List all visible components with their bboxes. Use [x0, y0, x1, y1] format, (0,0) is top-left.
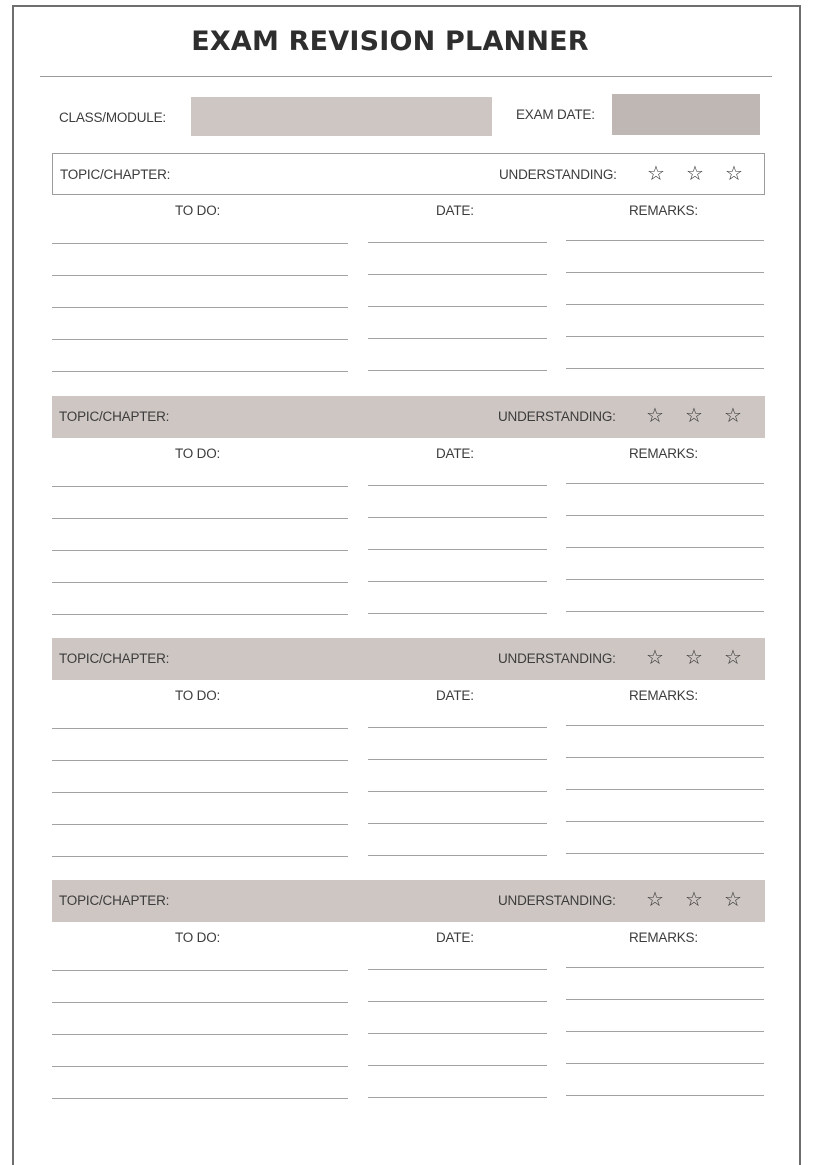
- remarks-entry-line[interactable]: [566, 1095, 764, 1096]
- date-entry-line[interactable]: [368, 727, 547, 728]
- star-outline-icon[interactable]: ☆: [685, 889, 703, 911]
- todo-entry-line[interactable]: [52, 1098, 348, 1099]
- remarks-entry-line[interactable]: [566, 757, 764, 758]
- todo-entry-line[interactable]: [52, 518, 348, 519]
- todo-entry-line[interactable]: [52, 760, 348, 761]
- date-entry-line[interactable]: [368, 242, 547, 243]
- date-column-header: DATE:: [436, 688, 474, 703]
- date-entry-line[interactable]: [368, 1001, 547, 1002]
- class-module-label: CLASS/MODULE:: [59, 110, 166, 125]
- date-entry-line[interactable]: [368, 855, 547, 856]
- date-entry-line[interactable]: [368, 549, 547, 550]
- todo-column-header: TO DO:: [175, 688, 221, 703]
- remarks-entry-line[interactable]: [566, 336, 764, 337]
- topic-bar[interactable]: [52, 638, 765, 680]
- remarks-entry-line[interactable]: [566, 368, 764, 369]
- revision-section-3: [0, 638, 813, 880]
- understanding-label: UNDERSTANDING:: [498, 893, 616, 908]
- star-outline-icon[interactable]: ☆: [686, 163, 704, 185]
- date-entry-line[interactable]: [368, 1097, 547, 1098]
- understanding-rating[interactable]: [646, 887, 763, 912]
- date-entry-line[interactable]: [368, 274, 547, 275]
- remarks-entry-line[interactable]: [566, 240, 764, 241]
- date-entry-line[interactable]: [368, 759, 547, 760]
- star-outline-icon[interactable]: ☆: [646, 889, 664, 911]
- remarks-entry-line[interactable]: [566, 304, 764, 305]
- todo-entry-line[interactable]: [52, 371, 348, 372]
- todo-entry-line[interactable]: [52, 824, 348, 825]
- remarks-entry-line[interactable]: [566, 1063, 764, 1064]
- todo-entry-line[interactable]: [52, 856, 348, 857]
- star-outline-icon[interactable]: ☆: [646, 405, 664, 427]
- todo-entry-line[interactable]: [52, 728, 348, 729]
- date-entry-line[interactable]: [368, 823, 547, 824]
- topic-bar[interactable]: [52, 153, 765, 195]
- date-entry-line[interactable]: [368, 370, 547, 371]
- todo-entry-line[interactable]: [52, 307, 348, 308]
- topic-bar[interactable]: [52, 880, 765, 922]
- date-column-header: DATE:: [436, 446, 474, 461]
- todo-entry-line[interactable]: [52, 1002, 348, 1003]
- remarks-column-header: REMARKS:: [629, 203, 698, 218]
- revision-section-1: [0, 153, 813, 395]
- todo-entry-line[interactable]: [52, 243, 348, 244]
- todo-entry-line[interactable]: [52, 614, 348, 615]
- understanding-rating[interactable]: [647, 161, 764, 186]
- star-outline-icon[interactable]: ☆: [724, 889, 742, 911]
- topic-chapter-label: TOPIC/CHAPTER:: [60, 167, 171, 182]
- star-outline-icon[interactable]: ☆: [647, 163, 665, 185]
- star-outline-icon[interactable]: ☆: [725, 163, 743, 185]
- understanding-rating[interactable]: [646, 645, 763, 670]
- remarks-entry-line[interactable]: [566, 515, 764, 516]
- todo-entry-line[interactable]: [52, 275, 348, 276]
- class-module-field[interactable]: [191, 97, 492, 136]
- date-column-header: DATE:: [436, 203, 474, 218]
- remarks-column-header: REMARKS:: [629, 930, 698, 945]
- remarks-column-header: REMARKS:: [629, 446, 698, 461]
- todo-entry-line[interactable]: [52, 1034, 348, 1035]
- date-entry-line[interactable]: [368, 969, 547, 970]
- date-entry-line[interactable]: [368, 306, 547, 307]
- remarks-column-header: REMARKS:: [629, 688, 698, 703]
- date-entry-line[interactable]: [368, 581, 547, 582]
- date-entry-line[interactable]: [368, 791, 547, 792]
- todo-entry-line[interactable]: [52, 486, 348, 487]
- remarks-entry-line[interactable]: [566, 967, 764, 968]
- remarks-entry-line[interactable]: [566, 1031, 764, 1032]
- topic-chapter-label: TOPIC/CHAPTER:: [59, 893, 170, 908]
- revision-section-4: [0, 880, 813, 1122]
- todo-entry-line[interactable]: [52, 792, 348, 793]
- todo-entry-line[interactable]: [52, 970, 348, 971]
- remarks-entry-line[interactable]: [566, 725, 764, 726]
- remarks-entry-line[interactable]: [566, 483, 764, 484]
- date-entry-line[interactable]: [368, 338, 547, 339]
- date-entry-line[interactable]: [368, 613, 547, 614]
- understanding-rating[interactable]: [646, 403, 763, 428]
- todo-column-header: TO DO:: [175, 446, 221, 461]
- remarks-entry-line[interactable]: [566, 272, 764, 273]
- title-divider: [40, 76, 772, 77]
- understanding-label: UNDERSTANDING:: [498, 651, 616, 666]
- todo-column-header: TO DO:: [175, 203, 221, 218]
- exam-date-label: EXAM DATE:: [516, 107, 595, 122]
- remarks-entry-line[interactable]: [566, 547, 764, 548]
- date-entry-line[interactable]: [368, 517, 547, 518]
- date-entry-line[interactable]: [368, 485, 547, 486]
- todo-entry-line[interactable]: [52, 1066, 348, 1067]
- star-outline-icon[interactable]: ☆: [646, 647, 664, 669]
- understanding-label: UNDERSTANDING:: [498, 409, 616, 424]
- remarks-entry-line[interactable]: [566, 999, 764, 1000]
- topic-chapter-label: TOPIC/CHAPTER:: [59, 651, 170, 666]
- todo-entry-line[interactable]: [52, 339, 348, 340]
- revision-section-2: [0, 396, 813, 638]
- remarks-entry-line[interactable]: [566, 789, 764, 790]
- remarks-entry-line[interactable]: [566, 611, 764, 612]
- topic-chapter-label: TOPIC/CHAPTER:: [59, 409, 170, 424]
- understanding-label: UNDERSTANDING:: [499, 167, 617, 182]
- star-outline-icon[interactable]: ☆: [724, 647, 742, 669]
- todo-entry-line[interactable]: [52, 550, 348, 551]
- date-entry-line[interactable]: [368, 1065, 547, 1066]
- remarks-entry-line[interactable]: [566, 821, 764, 822]
- date-entry-line[interactable]: [368, 1033, 547, 1034]
- todo-entry-line[interactable]: [52, 582, 348, 583]
- exam-date-field[interactable]: [612, 94, 760, 135]
- star-outline-icon[interactable]: ☆: [685, 647, 703, 669]
- page-title: EXAM REVISION PLANNER: [191, 26, 589, 57]
- date-column-header: DATE:: [436, 930, 474, 945]
- star-outline-icon[interactable]: ☆: [685, 405, 703, 427]
- topic-bar[interactable]: [52, 396, 765, 438]
- todo-column-header: TO DO:: [175, 930, 221, 945]
- remarks-entry-line[interactable]: [566, 579, 764, 580]
- remarks-entry-line[interactable]: [566, 853, 764, 854]
- star-outline-icon[interactable]: ☆: [724, 405, 742, 427]
